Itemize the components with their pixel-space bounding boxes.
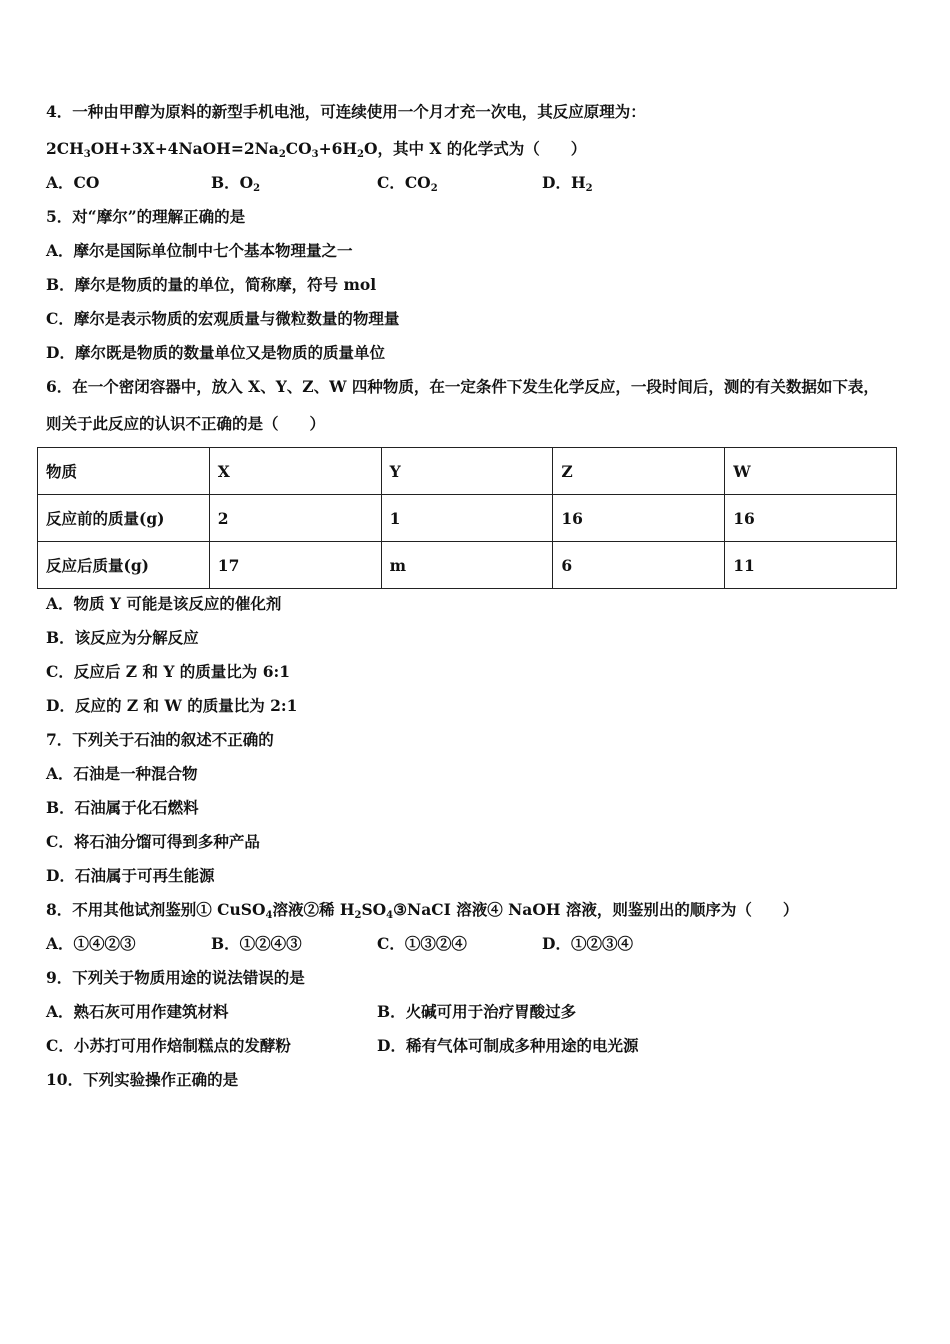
table-cell: 6 (553, 542, 725, 589)
q5-option-d: D．摩尔既是物质的数量单位又是物质的质量单位 (46, 343, 385, 362)
table-header-row (38, 448, 897, 495)
q4-option-a: A．CO (46, 173, 100, 192)
table-cell: 反应前的质量(g) (38, 495, 210, 542)
q7-option-c: C．将石油分馏可得到多种产品 (46, 832, 260, 851)
q6-stem-line1: 6．在一个密闭容器中，放入 X、Y、Z、W 四种物质，在一定条件下发生化学反应，一段时间后，测的有关数据如下表， (46, 377, 879, 396)
q6-option-b: B．该反应为分解反应 (46, 628, 199, 647)
q9-option-a: A．熟石灰可用作建筑材料 (46, 1002, 229, 1021)
table-cell: 16 (725, 495, 897, 542)
q8-option-c: C．①③②④ (377, 934, 467, 953)
q8-option-d: D．①②③④ (542, 934, 633, 953)
q8-option-a: A．①④②③ (46, 934, 136, 953)
q7-option-b: B．石油属于化石燃料 (46, 798, 199, 817)
q7-stem: 7．下列关于石油的叙述不正确的 (46, 730, 274, 749)
table-cell: 物质 (38, 448, 210, 495)
table-cell: X (209, 448, 381, 495)
q10-stem: 10．下列实验操作正确的是 (46, 1070, 239, 1089)
q4-option-b: B．$O_2$ (211, 173, 261, 194)
q8-stem: 8．不用其他试剂鉴别① CuSO$_4$溶液②稀 $H_2SO_4③NaCI$ 溶液④ NaOH 溶液，则鉴别出的顺序为（ ） (46, 900, 799, 921)
table-row (38, 495, 897, 542)
q8-option-b: B．①②④③ (211, 934, 302, 953)
table-cell: m (381, 542, 553, 589)
q4-equation: $2CH_3OH+3X+4NaOH=2Na_2CO_3+6H_2O$，其中 X 的化学式为（ ） (46, 139, 587, 160)
q7-option-a: A．石油是一种混合物 (46, 764, 198, 783)
q6-option-a: A．物质 Y 可能是该反应的催化剂 (46, 594, 282, 613)
table-cell: Z (553, 448, 725, 495)
q4-option-d: D．$H_2$ (542, 173, 593, 194)
q5-option-b: B．摩尔是物质的量的单位，简称摩，符号 mol (46, 275, 377, 294)
q9-option-b: B．火碱可用于治疗胃酸过多 (377, 1002, 577, 1021)
table-cell: 2 (209, 495, 381, 542)
q6-stem-line2: 则关于此反应的认识不正确的是（ ） (46, 414, 326, 433)
table-cell: 17 (209, 542, 381, 589)
table-cell: 11 (725, 542, 897, 589)
table-cell: 反应后质量(g) (38, 542, 210, 589)
q9-stem: 9．下列关于物质用途的说法错误的是 (46, 968, 305, 987)
q4-stem: 4．一种由甲醇为原料的新型手机电池，可连续使用一个月才充一次电，其反应原理为： (46, 102, 646, 121)
table-cell: 16 (553, 495, 725, 542)
q9-option-d: D．稀有气体可制成多种用途的电光源 (377, 1036, 639, 1055)
q4-option-c: C．$CO_2$ (377, 173, 438, 194)
table-cell: 1 (381, 495, 553, 542)
table-row (38, 542, 897, 589)
q6-data-table (37, 447, 897, 589)
q6-option-c: C．反应后 Z 和 Y 的质量比为 6:1 (46, 662, 290, 681)
q6-option-d: D．反应的 Z 和 W 的质量比为 2:1 (46, 696, 298, 715)
q5-option-a: A．摩尔是国际单位制中七个基本物理量之一 (46, 241, 353, 260)
q5-option-c: C．摩尔是表示物质的宏观质量与微粒数量的物理量 (46, 309, 400, 328)
table-cell: Y (381, 448, 553, 495)
q5-stem: 5．对“摩尔”的理解正确的是 (46, 207, 246, 226)
q9-option-c: C．小苏打可用作焙制糕点的发酵粉 (46, 1036, 291, 1055)
table-cell: W (725, 448, 897, 495)
q7-option-d: D．石油属于可再生能源 (46, 866, 215, 885)
